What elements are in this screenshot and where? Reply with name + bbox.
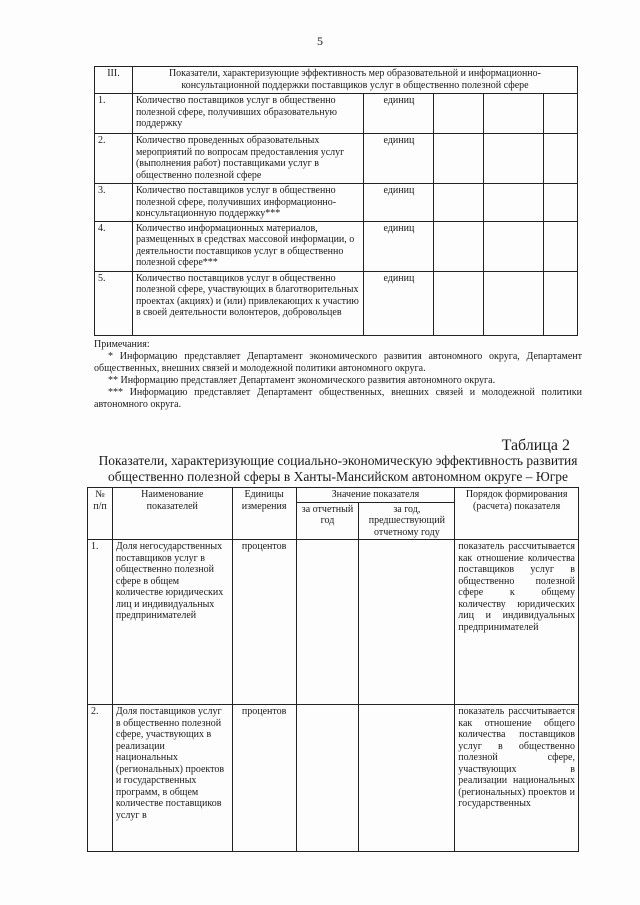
unit-cell: единиц bbox=[364, 271, 434, 335]
header-value-previous: за год, предшествующий отчетному году bbox=[359, 502, 455, 540]
indicator-name: Количество проведенных образовательных мероприятий по вопросам предоставления услуг (выполнения работ) поставщиками услуг в общественно полезной сфере bbox=[132, 134, 364, 184]
table-row bbox=[95, 134, 578, 184]
table-title: Показатели, характеризующие социально-экономическую эффективность развития общественно полезной сферы в Ханты-Мансийском автономном округе – Югре bbox=[98, 453, 578, 484]
footnote-3: *** Информацию представляет Департамент общественных, внешних связей и молодежной политики автономного округа. bbox=[94, 387, 582, 410]
row-number: 1. bbox=[95, 94, 133, 134]
row-number: 4. bbox=[95, 221, 133, 271]
header-value-reporting: за отчетный год bbox=[296, 502, 359, 540]
indicator-name: Доля поставщиков услуг в общественно полезной сфере, участвующих в реализации национальных (региональных) проектов и государственных программ, в общем количестве поставщиков услуг в bbox=[112, 705, 232, 852]
unit-cell: единиц bbox=[364, 94, 434, 134]
row-number: 2. bbox=[88, 705, 113, 852]
footnotes bbox=[94, 339, 582, 411]
table-row bbox=[95, 221, 578, 271]
row-number: 5. bbox=[95, 271, 133, 335]
row-number: 2. bbox=[95, 134, 133, 184]
indicator-name: Количество поставщиков услуг в общественно полезной сфере, получивших образовательную поддержку bbox=[132, 94, 364, 134]
indicator-name: Количество информационных материалов, размещенных в средствах массовой информации, о деятельности поставщиков услуг в общественно полезной сфере*** bbox=[132, 221, 364, 271]
row-number: 1. bbox=[88, 540, 113, 705]
header-name: Наименование показателей bbox=[112, 488, 232, 540]
header-unit: Единицы измерения bbox=[232, 488, 296, 540]
header-num: № п/п bbox=[88, 488, 113, 540]
unit-cell: процентов bbox=[232, 540, 296, 705]
indicator-name: Доля негосударственных поставщиков услуг в общественно полезной сфере в общем количестве юридических лиц и индивидуальных предпринимателей bbox=[112, 540, 232, 705]
row-number: 3. bbox=[95, 184, 133, 222]
method-cell: показатель рассчитывается как отношение общего количества поставщиков услуг в общественно полезной сфере, участвующих в реализации национальных (региональных) проектов и государственных bbox=[455, 705, 579, 852]
table-number-label: Таблица 2 bbox=[501, 437, 570, 454]
table-row bbox=[88, 540, 579, 705]
socioeconomic-efficiency-table bbox=[87, 487, 579, 852]
table-row bbox=[88, 705, 579, 852]
page-number: 5 bbox=[317, 34, 323, 48]
table-row bbox=[95, 184, 578, 222]
footnote-2: ** Информацию представляет Департамент экономического развития автономного округа. bbox=[108, 375, 496, 386]
header-value: Значение показателя bbox=[296, 488, 455, 503]
footnote-1: * Информацию представляет Департамент экономического развития автономного округа, Департамент общественных, внешних связей и молодежной политики автономного округа. bbox=[94, 351, 582, 374]
method-cell: показатель рассчитывается как отношение количества поставщиков услуг в общественно полезной сфере к общему количеству юридических лиц и индивидуальных предпринимателей bbox=[455, 540, 579, 705]
unit-cell: единиц bbox=[364, 134, 434, 184]
table-row bbox=[95, 94, 578, 134]
table-row bbox=[95, 271, 578, 335]
header-method: Порядок формирования (расчета) показателя bbox=[455, 488, 579, 540]
unit-cell: единиц bbox=[364, 221, 434, 271]
section-number: III. bbox=[95, 67, 133, 94]
section-title: Показатели, характеризующие эффективность мер образовательной и информационно-консультационной поддержки поставщиков услуг в общественно полезной сфере bbox=[132, 67, 577, 94]
unit-cell: единиц bbox=[364, 184, 434, 222]
unit-cell: процентов bbox=[232, 705, 296, 852]
indicator-name: Количество поставщиков услуг в общественно полезной сфере, участвующих в благотворительных проектах (акциях) и (или) привлекающих к участию в своей деятельности волонтеров, добровольцев bbox=[132, 271, 364, 335]
efficiency-measures-table bbox=[94, 66, 578, 336]
indicator-name: Количество поставщиков услуг в общественно полезной сфере, получивших информационно-консультационную поддержку*** bbox=[132, 184, 364, 222]
notes-heading: Примечания: bbox=[94, 339, 150, 350]
